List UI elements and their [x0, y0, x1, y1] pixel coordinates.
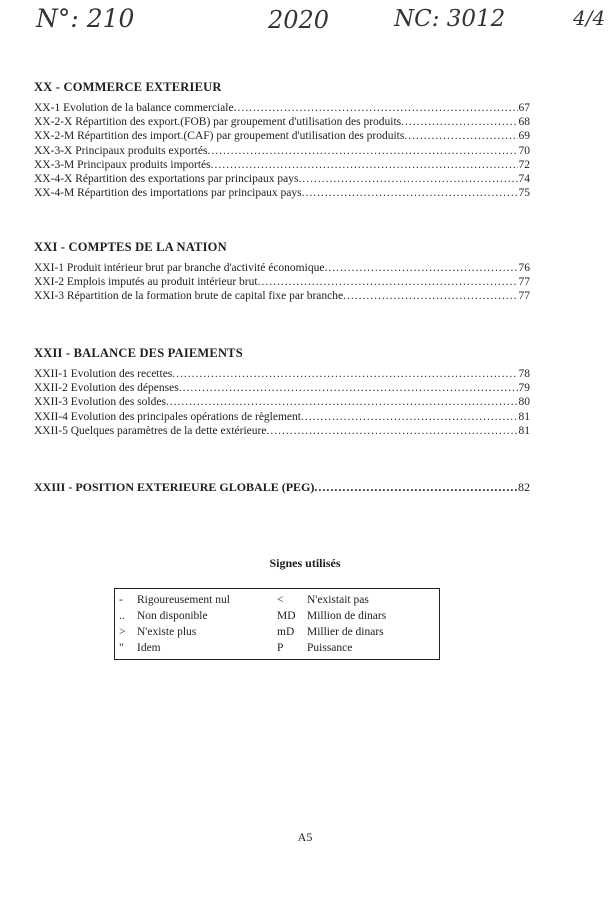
legend-text: Idem — [137, 642, 161, 654]
toc-entry-page: 72 — [518, 158, 530, 171]
toc-entry[interactable] — [34, 424, 530, 438]
toc-entry-label: XX-1 Evolution de la balance commerciale — [34, 102, 234, 114]
toc-entry[interactable] — [34, 144, 530, 158]
toc-entry-label: XXII-5 Quelques paramètres de la dette extérieure — [34, 424, 267, 437]
toc-entry-label: XX-2-M Répartition des import.(CAF) par groupement d'utilisation des produits — [34, 130, 405, 143]
toc-entry-page: 78 — [518, 368, 530, 380]
leader-dots — [404, 129, 517, 143]
legend-symbol: > — [119, 626, 126, 638]
toc-entry-label: XXII-1 Evolution des recettes — [34, 368, 173, 380]
toc-entry-page: 81 — [518, 410, 530, 423]
legend-symbol: .. — [119, 610, 125, 622]
toc-entry-label: XXI-1 Produit intérieur brut par branche d'activité économique — [34, 262, 325, 274]
legend-symbol: MD — [277, 610, 296, 622]
toc-entry[interactable] — [34, 172, 530, 186]
legend-row — [119, 592, 439, 608]
toc-entry-label: XX-3-X Principaux produits exportés — [34, 144, 208, 157]
leader-dots — [301, 410, 518, 424]
leader-dots — [172, 367, 517, 381]
toc-entry[interactable] — [34, 275, 530, 289]
toc-entry-page: 77 — [518, 290, 530, 303]
legend-text: Million de dinars — [307, 610, 387, 622]
leader-dots — [211, 158, 518, 172]
toc-entry-page: 69 — [518, 130, 530, 143]
toc-entry[interactable] — [34, 261, 530, 275]
legend-row — [119, 624, 439, 640]
leader-dots — [258, 275, 518, 289]
toc-entry-label: XXII-4 Evolution des principales opérations de règlement — [34, 410, 301, 423]
leader-dots — [166, 395, 518, 409]
leader-dots — [324, 261, 517, 275]
page-footer-number: A5 — [297, 830, 313, 844]
handwritten-year: 2020 — [268, 6, 330, 34]
signes-legend-box — [114, 588, 440, 660]
section-balance-des-paiements — [34, 346, 530, 438]
toc-entry-page: 75 — [518, 187, 530, 200]
toc-entry[interactable] — [34, 129, 530, 143]
legend-text: Non disponible — [137, 610, 208, 622]
section-position-exterieure-globale — [34, 480, 530, 494]
legend-text: Millier de dinars — [307, 626, 384, 638]
toc-entry-label: XXI-3 Répartition de la formation brute de capital fixe par branche — [34, 290, 344, 303]
toc-entry-label: XX-4-M Répartition des importations par principaux pays — [34, 187, 302, 200]
legend-row — [119, 640, 439, 656]
leader-dots — [207, 144, 517, 158]
toc-list — [34, 480, 530, 494]
leader-dots — [314, 480, 517, 494]
handwritten-number: N°: 210 — [36, 4, 135, 33]
toc-entry-page: 68 — [518, 116, 530, 129]
section-title: XXII - BALANCE DES PAIEMENTS — [34, 346, 243, 360]
toc-entry-label: XX-3-M Principaux produits importés — [34, 158, 211, 171]
section-commerce-exterieur — [34, 80, 530, 200]
toc-entry[interactable] — [34, 101, 530, 115]
legend-symbol: mD — [277, 626, 295, 638]
legend-symbol: < — [277, 594, 284, 606]
legend-symbol: P — [277, 642, 284, 654]
leader-dots — [266, 424, 517, 438]
handwritten-code: NC: 3012 — [394, 6, 506, 32]
toc-entry[interactable] — [34, 381, 530, 395]
section-title: XXI - COMPTES DE LA NATION — [34, 240, 227, 254]
toc-list — [34, 261, 530, 304]
legend-text: Rigoureusement nul — [137, 594, 230, 606]
legend-text: N'existe plus — [137, 626, 197, 638]
toc-entry[interactable] — [34, 158, 530, 172]
toc-entry[interactable] — [34, 395, 530, 409]
section-comptes-de-la-nation — [34, 240, 530, 304]
toc-entry-page: 82 — [518, 480, 530, 494]
toc-entry[interactable] — [34, 410, 530, 424]
leader-dots — [302, 186, 518, 200]
section-title: XX - COMMERCE EXTERIEUR — [34, 80, 222, 94]
toc-list — [34, 101, 530, 200]
legend-row — [119, 608, 439, 624]
leader-dots — [298, 172, 517, 186]
toc-entry-page: 70 — [518, 144, 530, 157]
toc-entry-label: XXII-2 Evolution des dépenses — [34, 382, 179, 395]
toc-entry-page: 81 — [518, 424, 530, 437]
leader-dots — [401, 115, 517, 129]
leader-dots — [179, 381, 518, 395]
legend-symbol: - — [119, 594, 123, 606]
legend-text: N'existait pas — [307, 594, 369, 606]
legend-text: Puissance — [307, 642, 353, 654]
toc-entry-page: 67 — [518, 102, 530, 114]
toc-list — [34, 367, 530, 438]
toc-entry-label: XXIII - POSITION EXTERIEURE GLOBALE (PEG) — [34, 480, 315, 494]
toc-entry-label: XXII-3 Evolution des soldes — [34, 396, 166, 409]
toc-entry-page: 76 — [518, 262, 530, 274]
toc-entry-label: XX-4-X Répartition des exportations par principaux pays — [34, 173, 299, 186]
toc-entry-page: 74 — [518, 173, 530, 186]
leader-dots — [343, 289, 517, 303]
leader-dots — [234, 101, 518, 115]
toc-entry-label: XXI-2 Emplois imputés au produit intérieur brut — [34, 276, 258, 289]
signes-title: Signes utilisés — [269, 556, 341, 570]
toc-entry[interactable] — [34, 289, 530, 303]
toc-entry[interactable] — [34, 367, 530, 381]
toc-entry-page: 77 — [518, 276, 530, 289]
toc-entry[interactable] — [34, 480, 530, 494]
toc-entry-page: 80 — [518, 396, 530, 409]
toc-entry[interactable] — [34, 186, 530, 200]
handwritten-page-fraction: 4/4 — [573, 6, 606, 30]
legend-symbol: " — [119, 642, 124, 654]
toc-entry-page: 79 — [518, 382, 530, 395]
toc-entry[interactable] — [34, 115, 530, 129]
toc-entry-label: XX-2-X Répartition des export.(FOB) par groupement d'utilisation des produits — [34, 116, 402, 129]
